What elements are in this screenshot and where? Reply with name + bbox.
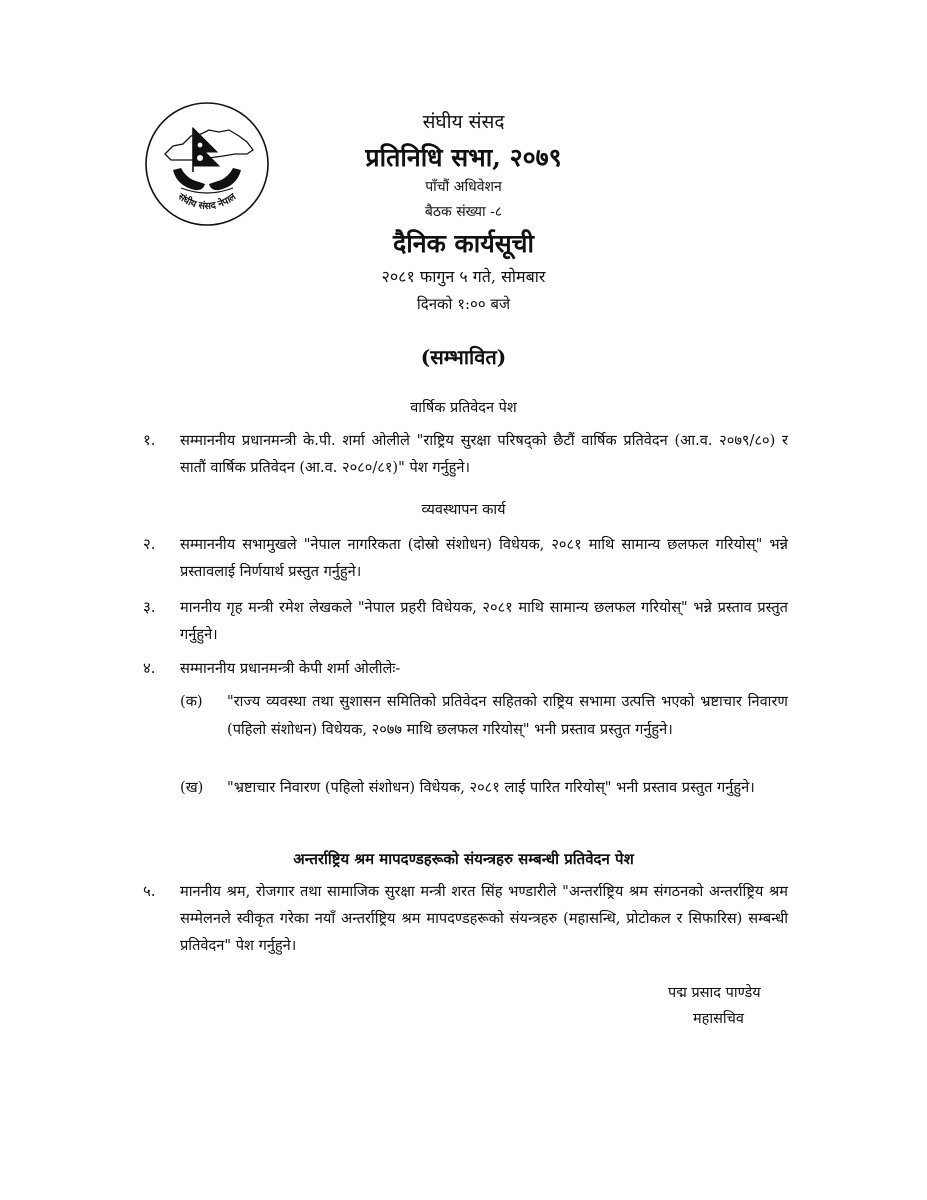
agenda-item-text: माननीय श्रम, रोजगार तथा सामाजिक सुरक्षा मन्त्री शरत सिंह भण्डारीले "अन्तर्राष्ट्रिय श्रम संगठनको अन्तर्राष्ट्रिय श्रम सम्मेलनले स्वीकृत गरेका नयाँ अन्तर्राष्ट्रिय श्रम मापदण्डहरूको संयन्त्रहरु (महासन्धि, प्रोटोकल र सिफारिस) सम्बन्धी प्रतिवेदन" पेश गर्नुहुने। (180, 883, 788, 954)
agenda-title: दैनिक कार्यसूची (393, 229, 534, 258)
agenda-item (143, 531, 788, 585)
agenda-subitem (180, 774, 788, 802)
agenda-time: दिनको १:०० बजे (416, 295, 511, 313)
agenda-item-text: सम्माननीय प्रधानमन्त्री केपी शर्मा ओलीलेः- (180, 660, 401, 677)
section-title-labour-standards: अन्तर्राष्ट्रिय श्रम मापदण्डहरूको संयन्त्रहरु सम्बन्धी प्रतिवेदन पेश (293, 850, 634, 868)
agenda-subitem (180, 688, 788, 744)
agenda-subitem-label: (ख) (180, 779, 204, 796)
parliament-name: संघीय संसद (422, 111, 505, 133)
agenda-item-text: सम्माननीय प्रधानमन्त्री के.पी. शर्मा ओलीले "राष्ट्रिय सुरक्षा परिषद्को छैटौं वार्षिक प्रतिवेदन (आ.व. २०७९/८०) र सातौं वार्षिक प्रतिवेदन (आ.व. २०८०/८१)" पेश गर्नुहुने। (180, 432, 788, 476)
tentative-label: (सम्भावित) (420, 345, 507, 369)
house-title: प्रतिनिधि सभा, २०७९ (365, 143, 562, 172)
agenda-item (143, 655, 788, 682)
agenda-item (143, 594, 788, 648)
agenda-item-text: सम्माननीय सभामुखले "नेपाल नागरिकता (दोस्रो संशोधन) विधेयक, २०८१ माथि सामान्य छलफल गरियोस्" भन्ने प्रस्तावलाई निर्णयार्थ प्रस्तुत गर्नुहुने। (180, 536, 788, 580)
agenda-item-number: ५. (143, 882, 156, 900)
meeting-number: बैठक संख्या -८ (424, 204, 503, 220)
agenda-item-text: माननीय गृह मन्त्री रमेश लेखकले "नेपाल प्रहरी विधेयक, २०८१ माथि सामान्य छलफल गरियोस्" भन्ने प्रस्ताव प्रस्तुत गर्नुहुने। (180, 599, 788, 643)
agenda-item-number: ३. (143, 598, 156, 616)
logo-text: संघीय संसद नेपाल (175, 191, 239, 212)
session-label: पाँचौं अधिवेशन (425, 179, 502, 195)
signatory-title: महासचिव (693, 1011, 744, 1027)
section-title-legislation: व्यवस्थापन कार्य (421, 502, 506, 518)
agenda-subitem-label: (क) (180, 693, 203, 710)
agenda-subitem-text: "भ्रष्टाचार निवारण (पहिलो संशोधन) विधेयक, २०८१ लाई पारित गरियोस्" भनी प्रस्ताव प्रस्तुत गर्नुहुने। (227, 779, 755, 796)
agenda-item (143, 427, 788, 481)
agenda-date: २०८१ फागुन ५ गते, सोमबार (381, 267, 546, 286)
agenda-item-number: ४. (143, 659, 156, 677)
agenda-item (143, 878, 788, 959)
agenda-item-number: १. (143, 431, 156, 449)
agenda-subitem-text: "राज्य व्यवस्था तथा सुशासन समितिको प्रतिवेदन सहितको राष्ट्रिय सभामा उत्पत्ति भएको भ्रष्टाचार निवारण (पहिलो संशोधन) विधेयक, २०७७ माथि छलफल गरियोस्" भनी प्रस्ताव प्रस्तुत गर्नुहुने। (227, 693, 788, 738)
agenda-item-number: २. (143, 535, 156, 553)
signatory-name: पद्म प्रसाद पाण्डेय (668, 985, 761, 1001)
section-title-annual-report: वार्षिक प्रतिवेदन पेश (410, 400, 517, 416)
